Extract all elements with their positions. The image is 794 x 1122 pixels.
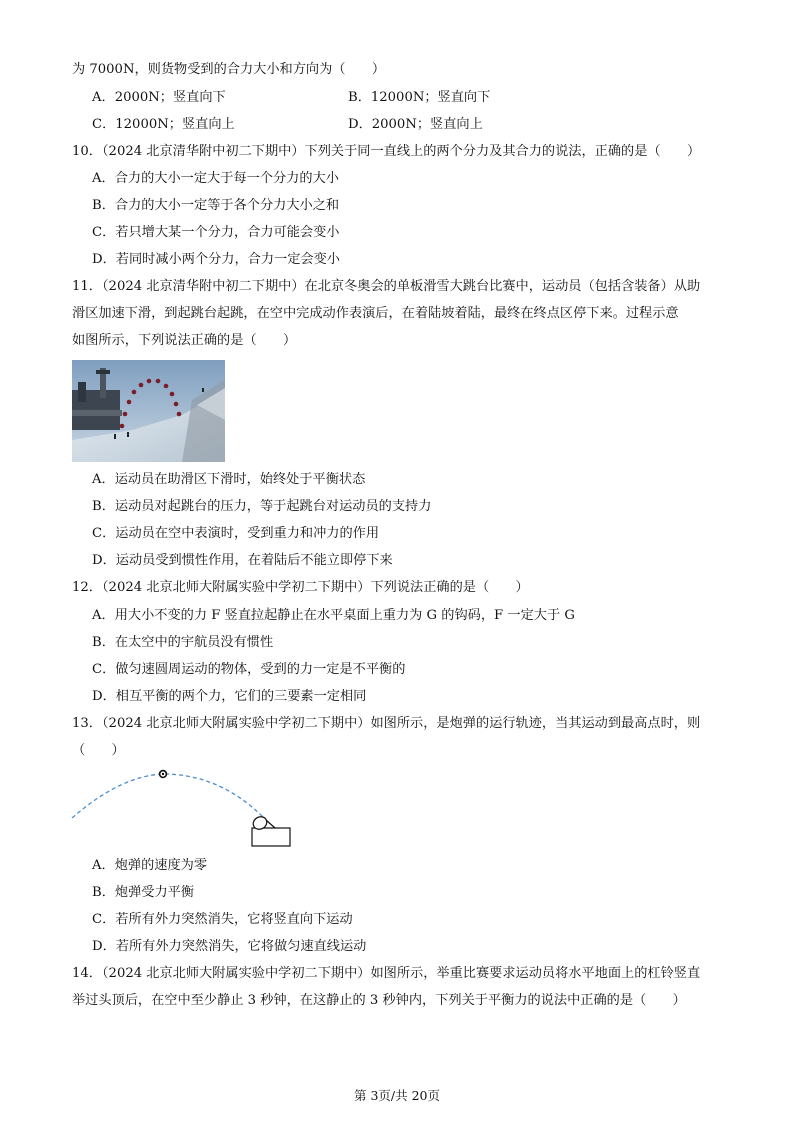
q12-option-d: D．相互平衡的两个力，它们的三要素一定相同 [92,689,367,704]
q14-stem-line-2: 举过头顶后，在空中至少静止 3 秒钟，在这静止的 3 秒钟内，下列关于平衡力的说法中正确的是（ ） [72,993,686,1008]
q11-stem-line-2: 滑区加速下滑，到起跳台起跳，在空中完成动作表演后，在着陆坡着陆，最终在终点区停下来。过程示意 [72,306,679,321]
q12-stem: 12．（2024 北京北师大附属实验中学初二下期中）下列说法正确的是（ ） [72,580,529,595]
q13-option-a: A．炮弹的速度为零 [92,858,208,873]
q9-option-a: A．2000N；竖直向下 [92,90,226,105]
q11-option-d: D．运动员受到惯性作用，在着陆后不能立即停下来 [92,553,393,568]
q11-stem-line-3: 如图所示，下列说法正确的是（ ） [72,333,297,348]
q9-option-c: C．12000N；竖直向上 [92,117,235,132]
q14-stem-line-1: 14．（2024 北京北师大附属实验中学初二下期中）如图所示，举重比赛要求运动员将水平地面上的杠铃竖直 [72,966,701,981]
q9-option-d: D．2000N；竖直向上 [348,117,483,132]
cannonball-trajectory-diagram [70,764,300,858]
q12-option-b: B．在太空中的宇航员没有惯性 [92,635,274,650]
q10-option-a: A．合力的大小一定大于每一个分力的大小 [92,171,339,186]
q13-stem-line-2: （ ） [72,743,125,758]
q9-stem-tail: 为 7000N，则货物受到的合力大小和方向为（ ） [72,62,386,77]
q12-option-a: A．用大小不变的力 F 竖直拉起静止在水平桌面上重力为 G 的钩码，F 一定大于 G [92,608,575,623]
q10-stem: 10．（2024 北京清华附中初二下期中）下列关于同一直线上的两个分力及其合力的说法，正确的是（ ） [72,144,701,159]
q11-option-a: A．运动员在助滑区下滑时，始终处于平衡状态 [92,472,366,487]
page-number-footer: 第 3页/共 20页 [353,1088,441,1103]
q13-option-d: D．若所有外力突然消失，它将做匀速直线运动 [92,939,367,954]
q11-option-b: B．运动员对起跳台的压力，等于起跳台对运动员的支持力 [92,499,432,514]
q12-option-c: C．做匀速圆周运动的物体，受到的力一定是不平衡的 [92,662,406,677]
snowboard-jump-photo [72,360,225,462]
q11-option-c: C．运动员在空中表演时，受到重力和冲力的作用 [92,526,380,541]
q10-option-b: B．合力的大小一定等于各个分力大小之和 [92,198,340,213]
q10-option-d: D．若同时减小两个分力，合力一定会变小 [92,252,340,267]
q13-option-c: C．若所有外力突然消失，它将竖直向下运动 [92,912,353,927]
q11-stem-line-1: 11．（2024 北京清华附中初二下期中）在北京冬奥会的单板滑雪大跳台比赛中，运动员（包括含装备）从助 [72,279,701,294]
q9-option-b: B．12000N；竖直向下 [348,90,491,105]
q13-stem-line-1: 13．（2024 北京北师大附属实验中学初二下期中）如图所示，是炮弹的运行轨迹，当其运动到最高点时，则 [72,716,701,731]
q13-option-b: B．炮弹受力平衡 [92,885,195,900]
q10-option-c: C．若只增大某一个分力，合力可能会变小 [92,225,340,240]
